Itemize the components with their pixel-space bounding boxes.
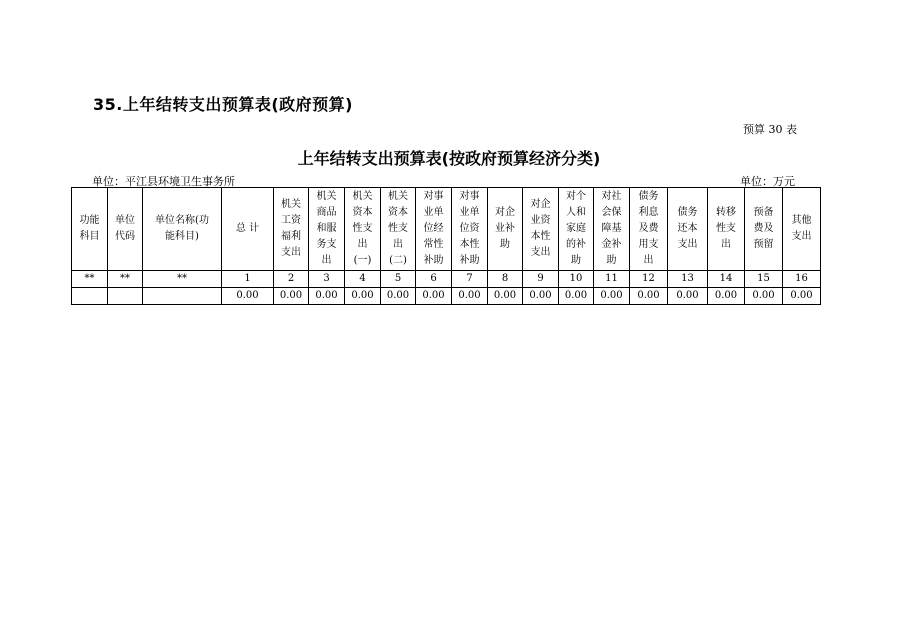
header-cell: 对企 业补 助 [488,188,523,271]
column-index-row [72,271,821,288]
value-cell: 0.00 [416,288,452,305]
header-cell: 功能 科目 [72,188,108,271]
value-cell: 0.00 [594,288,630,305]
index-cell: 3 [309,271,345,288]
table-number: 预算 30 表 [743,123,797,136]
index-cell: 6 [416,271,452,288]
index-cell: 1 [222,271,274,288]
value-cell: 0.00 [783,288,821,305]
index-cell: 14 [708,271,745,288]
header-cell: 债务 利息 及费 用支 出 [630,188,668,271]
value-cell [108,288,143,305]
header-cell: 对社 会保 障基 金补 助 [594,188,630,271]
index-cell: ** [108,271,143,288]
header-cell: 机关 资本 性支 出 (一) [345,188,381,271]
index-cell: ** [143,271,222,288]
header-cell: 转移 性支 出 [708,188,745,271]
value-cell: 0.00 [708,288,745,305]
section-title: 35.上年结转支出预算表(政府预算) [93,95,353,114]
index-cell: ** [72,271,108,288]
index-cell: 11 [594,271,630,288]
header-cell: 对事 业单 位经 常性 补助 [416,188,452,271]
value-cell: 0.00 [745,288,783,305]
index-cell: 12 [630,271,668,288]
value-cell: 0.00 [345,288,381,305]
table-title: 上年结转支出预算表(按政府预算经济分类) [297,149,601,168]
header-cell: 债务 还本 支出 [668,188,708,271]
unit-currency: 单位：万元 [740,175,795,188]
value-cell: 0.00 [668,288,708,305]
value-cell: 0.00 [630,288,668,305]
header-cell: 对事 业单 位资 本性 补助 [452,188,488,271]
header-cell: 其他 支出 [783,188,821,271]
index-cell: 10 [559,271,594,288]
value-cell: 0.00 [274,288,309,305]
value-cell: 0.00 [559,288,594,305]
value-cell: 0.00 [222,288,274,305]
value-cell: 0.00 [452,288,488,305]
header-cell: 对企 业资 本性 支出 [523,188,559,271]
value-cell: 0.00 [381,288,416,305]
header-cell: 单位名称(功 能科目) [143,188,222,271]
index-cell: 2 [274,271,309,288]
budget-table [71,187,821,305]
header-cell: 机关 商品 和服 务支 出 [309,188,345,271]
index-cell: 13 [668,271,708,288]
header-cell: 预备 费及 预留 [745,188,783,271]
index-cell: 7 [452,271,488,288]
index-cell: 15 [745,271,783,288]
value-cell [143,288,222,305]
index-cell: 5 [381,271,416,288]
table-row [72,288,821,305]
header-cell: 对个 人和 家庭 的补 助 [559,188,594,271]
header-cell: 机关 工资 福利 支出 [274,188,309,271]
value-cell: 0.00 [523,288,559,305]
value-cell: 0.00 [488,288,523,305]
header-cell: 总 计 [222,188,274,271]
index-cell: 16 [783,271,821,288]
index-cell: 9 [523,271,559,288]
header-cell: 单位 代码 [108,188,143,271]
unit-organization: 单位：平江县环境卫生事务所 [92,175,235,188]
value-cell: 0.00 [309,288,345,305]
index-cell: 4 [345,271,381,288]
index-cell: 8 [488,271,523,288]
header-row [72,188,821,271]
header-cell: 机关 资本 性支 出 (二) [381,188,416,271]
value-cell [72,288,108,305]
